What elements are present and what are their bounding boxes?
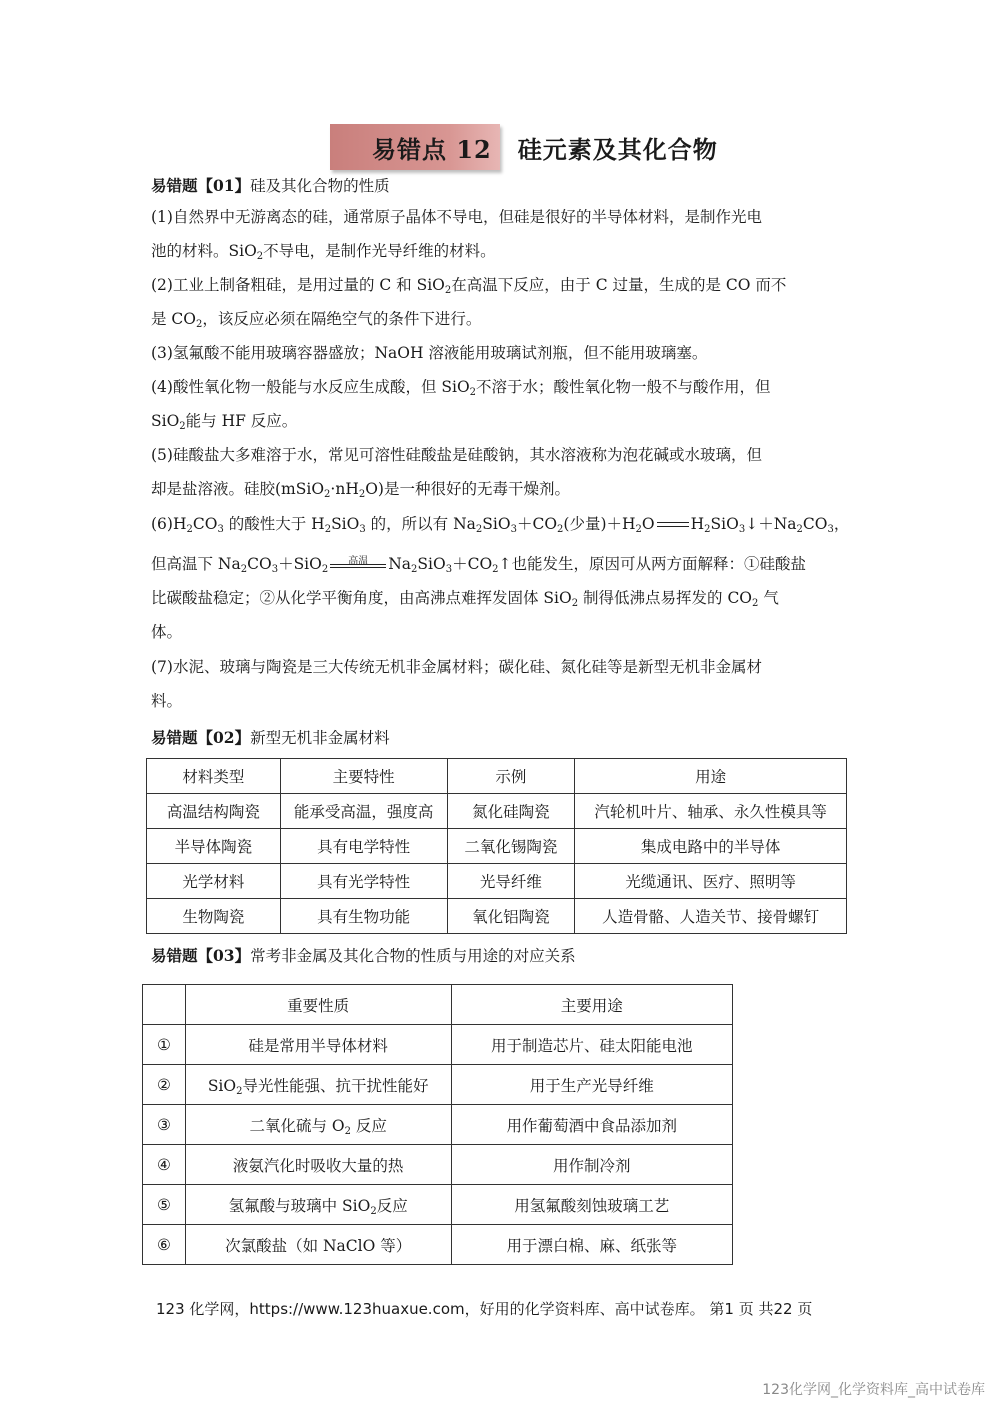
paragraph-1 <box>151 200 843 268</box>
property-cell: 液氨汽化时吸收大量的热 <box>185 1145 451 1185</box>
row-number: ⑥ <box>143 1225 186 1265</box>
page-footer: 123 化学网，https://www.123huaxue.com，好用的化学资料库、高中试卷库。 第1 页 共22 页 <box>156 1300 813 1318</box>
table-cell: 光学材料 <box>147 864 281 899</box>
table-row <box>143 1225 733 1265</box>
section-title-2: 新型无机非金属材料 <box>250 729 390 747</box>
paragraph-5 <box>151 438 843 506</box>
p3-line1: (3)氢氟酸不能用玻璃容器盛放；NaOH 溶液能用玻璃试剂瓶，但不能用玻璃塞。 <box>151 344 708 362</box>
p6-line3: 比碳酸盐稳定；②从化学平衡角度，由高沸点难挥发固体 SiO$_2$ 制得低沸点易挥发的 $CO_2$ 气 <box>151 589 779 609</box>
table-row <box>147 794 847 829</box>
property-cell: 氢氟酸与玻璃中 SiO$_2$反应 <box>185 1185 451 1225</box>
table-cell: 能承受高温，强度高 <box>280 794 447 829</box>
table-cell: 具有生物功能 <box>280 899 447 934</box>
table-cell: 具有电学特性 <box>280 829 447 864</box>
title-main: 易错点 12 <box>372 135 492 164</box>
row-number: ⑤ <box>143 1185 186 1225</box>
table-cell: 汽轮机叶片、轴承、永久性模具等 <box>575 794 847 829</box>
p2-line2: 是 $CO_2$，该反应必须在隔绝空气的条件下进行。 <box>151 310 482 330</box>
table-row <box>143 1145 733 1185</box>
table-cell: 氧化铝陶瓷 <box>447 899 575 934</box>
table-cell: 生物陶瓷 <box>147 899 281 934</box>
table-row <box>147 829 847 864</box>
use-cell: 用于生产光导纤维 <box>451 1065 732 1105</box>
table-header-cell <box>143 985 186 1025</box>
page-title <box>372 130 718 165</box>
section-heading-3 <box>151 944 576 966</box>
title-sub: 硅元素及其化合物 <box>517 135 718 164</box>
table-row <box>143 1025 733 1065</box>
table-cell: 高温结构陶瓷 <box>147 794 281 829</box>
watermark: 123化学网_化学资料库_高中试卷库 <box>762 1382 985 1398</box>
table-header-cell: 主要特性 <box>280 759 447 794</box>
table-header-cell: 用途 <box>575 759 847 794</box>
table-row <box>147 864 847 899</box>
properties-table <box>142 984 733 1265</box>
p6-line4: 体。 <box>151 623 183 641</box>
p7-line2: 料。 <box>151 692 183 710</box>
paragraph-7 <box>151 650 843 718</box>
p2-line1: (2)工业上制备粗硅，是用过量的 C 和 SiO$_2$在高温下反应，由于 C 过量，生成的是 CO 而不 <box>151 276 787 296</box>
materials-table <box>146 758 847 934</box>
section-heading-2 <box>151 726 390 748</box>
table-header-cell: 重要性质 <box>185 985 451 1025</box>
equals-sign <box>655 519 691 531</box>
use-cell: 用氢氟酸刻蚀玻璃工艺 <box>451 1185 732 1225</box>
table-cell: 光缆通讯、医疗、照明等 <box>575 864 847 899</box>
p5-line1: (5)硅酸盐大多难溶于水，常见可溶性硅酸盐是硅酸钠，其水溶液称为泡花碱或水玻璃，但 <box>151 446 762 464</box>
p1-line1: (1)自然界中无游离态的硅，通常原子晶体不导电，但硅是很好的半导体材料，是制作光电 <box>151 208 762 226</box>
property-cell: SiO$_2$导光性能强、抗干扰性能好 <box>185 1065 451 1105</box>
title-block <box>330 124 750 172</box>
reaction-condition-sign: 高温 <box>328 557 388 573</box>
p5-line2: 却是盐溶液。硅胶$(mSiO_2\cdot nH_2O)$是一种很好的无毒干燥剂。 <box>151 480 570 500</box>
p6-line2: 但高温下 $Na_2CO_3+SiO_2$ 高温 $Na_2SiO_3+CO_2↑$也能发生，原因可从两方面解释：①硅酸盐 <box>151 555 807 575</box>
section-tag-3: 易错题【03】 <box>151 946 251 965</box>
section-heading-1 <box>151 174 390 196</box>
row-number: ① <box>143 1025 186 1065</box>
property-cell: 硅是常用半导体材料 <box>185 1025 451 1065</box>
p1-line2: 池的材料。SiO$_2$不导电，是制作光导纤维的材料。 <box>151 242 496 262</box>
use-cell: 用于漂白棉、麻、纸张等 <box>451 1225 732 1265</box>
table-cell: 集成电路中的半导体 <box>575 829 847 864</box>
use-cell: 用作葡萄酒中食品添加剂 <box>451 1105 732 1145</box>
section-tag-2: 易错题【02】 <box>151 728 251 747</box>
table-header-cell: 主要用途 <box>451 985 732 1025</box>
section-title-1: 硅及其化合物的性质 <box>250 177 390 195</box>
table-cell: 光导纤维 <box>447 864 575 899</box>
paragraph-6 <box>151 507 850 649</box>
property-cell: 二氧化硫与 $O_2$ 反应 <box>185 1105 451 1145</box>
row-number: ④ <box>143 1145 186 1185</box>
row-number: ③ <box>143 1105 186 1145</box>
table-header-row <box>147 759 847 794</box>
table-header-row <box>143 985 733 1025</box>
paragraph-4 <box>151 370 843 438</box>
table-cell: 氮化硅陶瓷 <box>447 794 575 829</box>
p4-line1: (4)酸性氧化物一般能与水反应生成酸，但 SiO$_2$不溶于水；酸性氧化物一般不与酸作用，但 <box>151 378 771 398</box>
use-cell: 用作制冷剂 <box>451 1145 732 1185</box>
p7-line1: (7)水泥、玻璃与陶瓷是三大传统无机非金属材料；碳化硅、氮化硅等是新型无机非金属材 <box>151 658 762 676</box>
table-row <box>143 1105 733 1145</box>
paragraph-3 <box>151 336 843 370</box>
section-title-3: 常考非金属及其化合物的性质与用途的对应关系 <box>250 947 576 965</box>
section-tag-1: 易错题【01】 <box>151 176 251 195</box>
use-cell: 用于制造芯片、硅太阳能电池 <box>451 1025 732 1065</box>
table-cell: 具有光学特性 <box>280 864 447 899</box>
table-cell: 半导体陶瓷 <box>147 829 281 864</box>
table-row <box>147 899 847 934</box>
table-cell: 人造骨骼、人造关节、接骨螺钉 <box>575 899 847 934</box>
table-row <box>143 1185 733 1225</box>
p4-line2: SiO$_2$能与 HF 反应。 <box>151 412 298 432</box>
table-header-cell: 材料类型 <box>147 759 281 794</box>
row-number: ② <box>143 1065 186 1105</box>
p6-line1: $(6)H_2CO_3$ 的酸性大于 $H_2SiO_3$ 的，所以有 $Na_2SiO_3+CO_2$(少量)$+H_2O$ $H_2SiO_3↓+Na_2CO_3$， <box>151 515 850 535</box>
table-header-cell: 示例 <box>447 759 575 794</box>
property-cell: 次氯酸盐（如 NaClO 等） <box>185 1225 451 1265</box>
paragraph-2 <box>151 268 843 336</box>
table-row <box>143 1065 733 1105</box>
table-cell: 二氧化锡陶瓷 <box>447 829 575 864</box>
